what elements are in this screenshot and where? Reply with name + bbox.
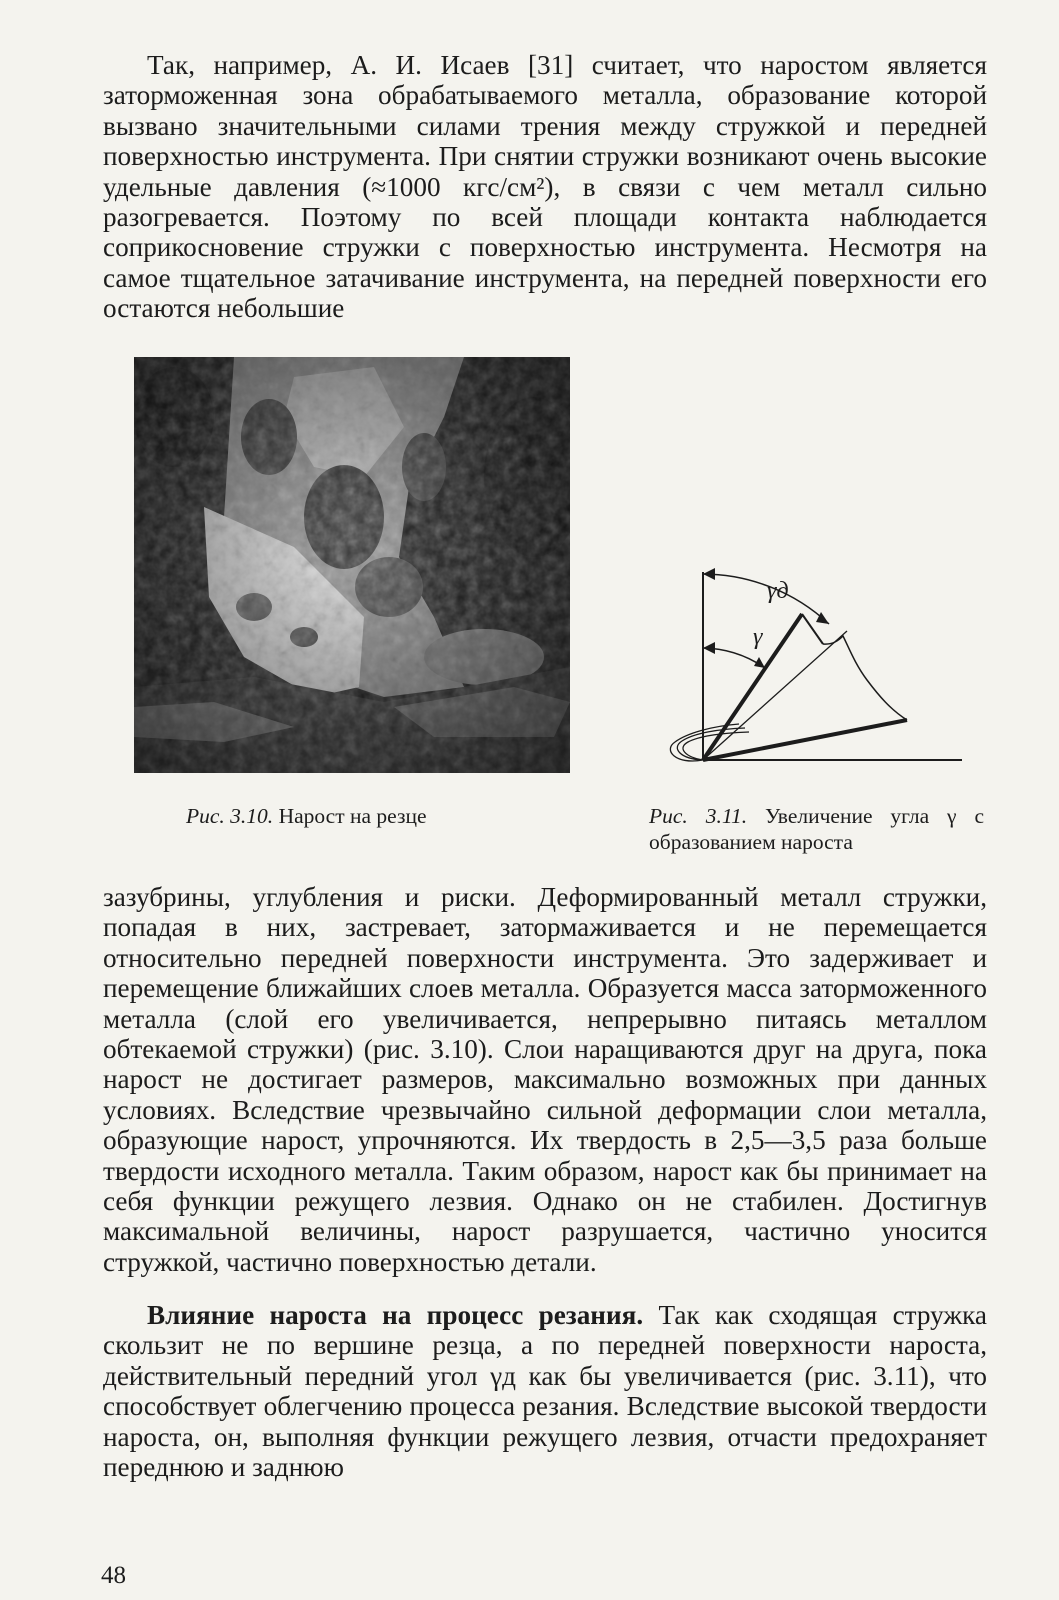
angle-arc-gamma-d: [703, 574, 829, 624]
figure-3-10-photo: [134, 357, 570, 773]
built-up-edge-outline: [823, 636, 907, 720]
figure-3-10-text: Нарост на резце: [273, 804, 427, 828]
label-gamma-d: γд: [767, 578, 789, 604]
figure-3-11-caption: [649, 803, 984, 855]
paragraph-1: Так, например, А. И. Исаев [31] считает, что наростом является заторможенная зона обрабатываемого металла, образование которой вызвано значительными силами трения между стружкой и передней поверхностью инструмента. При снятии стружки возникают очень высокие удельные давления (≈1000 кгс/см²), в связи с чем металл сильно разогревается. Поэтому по всей площади контакта наблюдается соприкосновение стружки с поверхностью инструмента. Несмотря на самое тщательное затачивание инструмента, на передней поверхности его остаются небольшие: [103, 50, 987, 324]
cutter-bottom-edge: [703, 720, 907, 760]
figure-3-11-label: Рис. 3.11.: [649, 804, 748, 828]
figure-3-10-label: Рис. 3.10.: [186, 804, 274, 828]
paragraph-3-text: Так как сходящая стружка скользит не по вершине резца, а по передней поверхности нароста, действительный передний угол γд как бы увеличивается (рис. 3.11), что способствует облегчению процесса резания. Вследствие высокой твердости нароста, он, выполняя функции режущего лезвия, отчасти предохраняет переднюю и заднюю: [103, 1300, 987, 1483]
paragraph-2: зазубрины, углубления и риски. Деформированный металл стружки, попадая в них, застревает, затормаживается и не перемещается относительно передней поверхности инструмента. Это задерживает и перемещение ближайших слоев металла. Образуется масса заторможенного металла (слой его увеличивается, непрерывно питаясь металлом обтекаемой стружки) (рис. 3.10). Слои наращиваются друг на друга, пока нарост не достигает размеров, максимально возможных при данных условиях. Вследствие чрезвычайно сильной деформации слои металла, образующие нарост, упрочняются. Их твердость в 2,5—3,5 раза больше твердости исходного металла. Таким образом, нарост как бы принимает на себя функции режущего лезвия. Однако он не стабилен. Достигнув максимальной величины, нарост разрушается, частично уносится стружкой, частично поверхностью детали.: [103, 882, 987, 1277]
figure-3-11-diagram: [655, 560, 975, 785]
section-heading: Влияние нароста на процесс резания.: [147, 1300, 644, 1330]
figure-3-10-caption: [186, 803, 427, 829]
page-number: 48: [101, 1562, 126, 1589]
figure-3-11-text: Увеличение угла γ с образованием нароста: [649, 804, 984, 854]
label-gamma: γ: [753, 624, 763, 650]
arrow-gamma-d-start: [703, 568, 715, 580]
arrow-gamma-start: [703, 642, 715, 654]
paragraph-3: [103, 1300, 987, 1482]
